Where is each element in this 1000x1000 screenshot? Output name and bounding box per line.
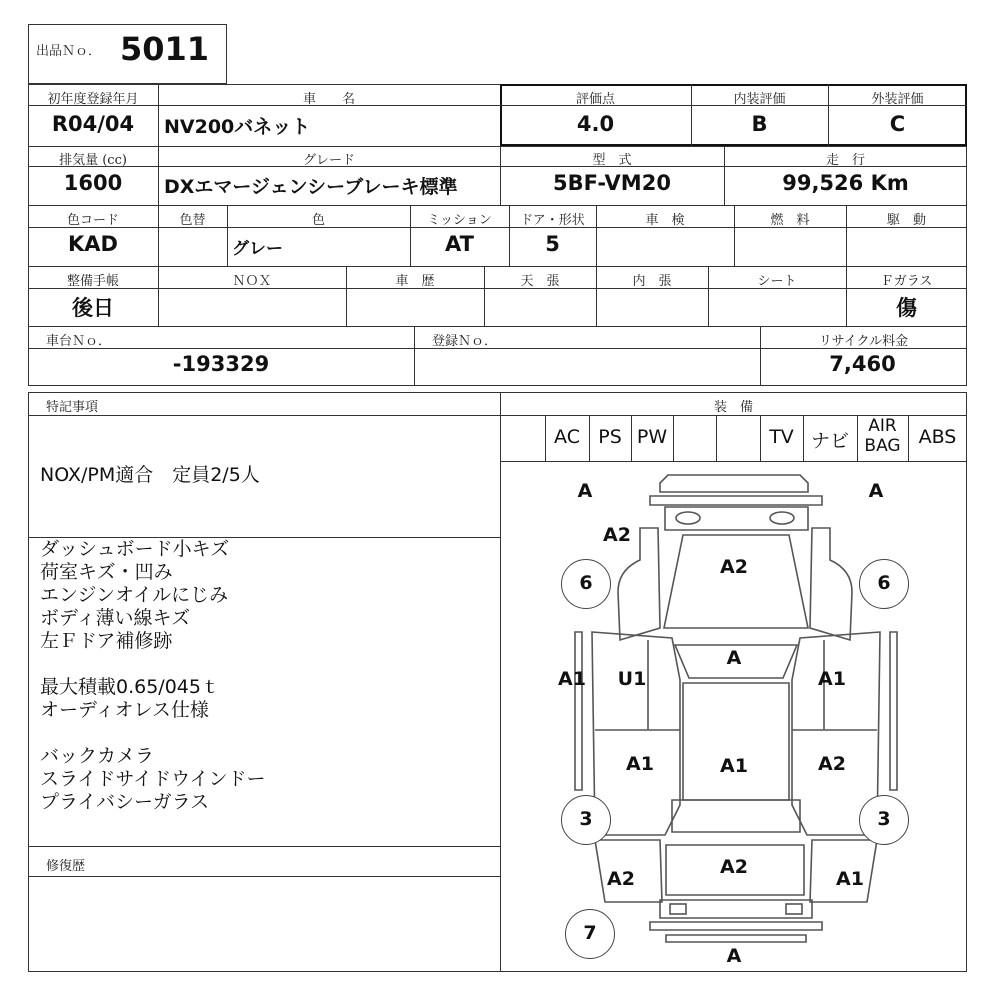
- fglass-value: 傷: [896, 296, 917, 320]
- cc-label: 排気量 (cc): [59, 153, 127, 168]
- note-line: エンジンオイルにじみ: [40, 584, 229, 606]
- exterior-value: C: [889, 112, 906, 136]
- records-value: 後日: [72, 296, 114, 320]
- chassis-label: 車台Ｎｏ．: [46, 334, 112, 349]
- color-label: 色: [311, 213, 325, 228]
- grade-value: DXエマージェンシーブレーキ標準: [164, 176, 458, 198]
- grade-rear-hatch: A2: [720, 856, 748, 878]
- fuel-label: 燃 料: [770, 213, 810, 228]
- note-line: 荷室キズ・凹み: [40, 561, 173, 583]
- repair-history-label: 修復歴: [46, 859, 86, 874]
- tire-rear-right: 3: [859, 795, 909, 845]
- note-line: ボディ薄い線キズ: [40, 607, 191, 629]
- mission-label: ミッション: [427, 213, 492, 228]
- mileage-label: 走 行: [825, 153, 865, 168]
- note-line: [40, 653, 266, 676]
- model-label: 型 式: [592, 153, 632, 168]
- history-label: 車 歴: [395, 274, 435, 289]
- grade-rear-right: A1: [836, 868, 864, 890]
- lot-number: 5011: [120, 30, 210, 68]
- score-label: 評価点: [575, 92, 615, 107]
- grade-front-left-corner: A: [577, 480, 593, 502]
- color-code-value: KAD: [68, 232, 118, 256]
- interior-value: B: [751, 112, 768, 136]
- mission-value: AT: [445, 232, 474, 256]
- grade-front-right-corner: A: [868, 480, 884, 502]
- recycle-label: リサイクル料金: [818, 334, 909, 349]
- equip-pw: PW: [636, 426, 668, 448]
- reg-date-value: R04/04: [51, 112, 135, 136]
- car-name-label: 車 名: [302, 92, 355, 107]
- reg-date-label: 初年度登録年月: [47, 92, 139, 107]
- model-value: 5BF-VM20: [553, 171, 671, 195]
- grade-rear-left: A2: [607, 868, 635, 890]
- nox-label: ＮＯＸ: [232, 274, 272, 289]
- mileage-value: 99,526 Km: [782, 171, 909, 195]
- equip-ac: AC: [554, 426, 580, 448]
- exterior-label: 外装評価: [871, 92, 924, 107]
- roof-label: 天 張: [520, 274, 560, 289]
- equipment-label: 装 備: [713, 400, 753, 415]
- chassis-value: -193329: [172, 352, 270, 376]
- reg-no-label: 登録Ｎｏ．: [432, 334, 498, 349]
- grade-right-front-door: A1: [818, 668, 846, 690]
- color-code-label: 色コード: [66, 213, 119, 228]
- score-value: 4.0: [576, 112, 615, 136]
- grade-right-rear-panel: A2: [818, 753, 846, 775]
- note-line: オーディオレス仕様: [40, 699, 209, 721]
- car-diagram: [501, 462, 966, 971]
- tire-spare: 7: [565, 909, 615, 959]
- note-line: スライドサイドウインドー: [40, 768, 266, 790]
- door-label: ドア・形状: [520, 213, 585, 228]
- equip-airbag: AIR BAG: [864, 416, 901, 456]
- grade-left-front-door: A1: [558, 668, 586, 690]
- equip-ps: PS: [598, 426, 622, 448]
- grade-hood-left: A2: [603, 524, 631, 546]
- note-line: 最大積載0.65/045ｔ: [40, 676, 220, 698]
- recycle-value: 7,460: [829, 352, 896, 376]
- equip-tv: TV: [769, 426, 794, 448]
- color-value: グレー: [232, 239, 283, 259]
- fglass-label: Ｆガラス: [880, 274, 933, 289]
- note-line: バックカメラ: [40, 745, 155, 767]
- grade-rear-bumper: A: [726, 945, 742, 967]
- interior-label: 内装評価: [733, 92, 786, 107]
- grade-left-front-pillar: U1: [617, 668, 647, 690]
- records-label: 整備手帳: [66, 274, 119, 289]
- cc-value: 1600: [63, 171, 123, 195]
- note-line: 左Ｆドア補修跡: [40, 630, 173, 652]
- grade-label: グレード: [302, 153, 355, 168]
- tire-rear-left: 3: [561, 795, 611, 845]
- seat-label: シート: [757, 274, 797, 289]
- notes-line1: NOX/PM適合 定員2/5人: [40, 464, 260, 486]
- door-value: 5: [545, 232, 560, 256]
- equip-navi: ナビ: [810, 430, 849, 452]
- inner-label: 内 張: [632, 274, 672, 289]
- notes-label: 特記事項: [46, 400, 99, 415]
- lot-label: 出品Ｎｏ．: [36, 44, 102, 59]
- tire-front-left: 6: [561, 559, 611, 609]
- grade-windshield: A: [726, 647, 742, 669]
- drive-label: 駆 動: [886, 213, 926, 228]
- inspection-label: 車 検: [645, 213, 685, 228]
- car-name-value: NV200バネット: [164, 116, 311, 138]
- note-line: ダッシュボード小キズ: [40, 538, 230, 560]
- note-line: プライバシーガラス: [40, 791, 210, 813]
- notes-list: [40, 538, 266, 814]
- tire-front-right: 6: [859, 559, 909, 609]
- grade-roof: A1: [720, 755, 748, 777]
- grade-left-rear-panel: A1: [626, 753, 654, 775]
- note-line: [40, 722, 266, 745]
- equip-abs: ABS: [918, 426, 957, 448]
- repaint-label: 色替: [179, 213, 206, 228]
- grade-hood: A2: [720, 556, 748, 578]
